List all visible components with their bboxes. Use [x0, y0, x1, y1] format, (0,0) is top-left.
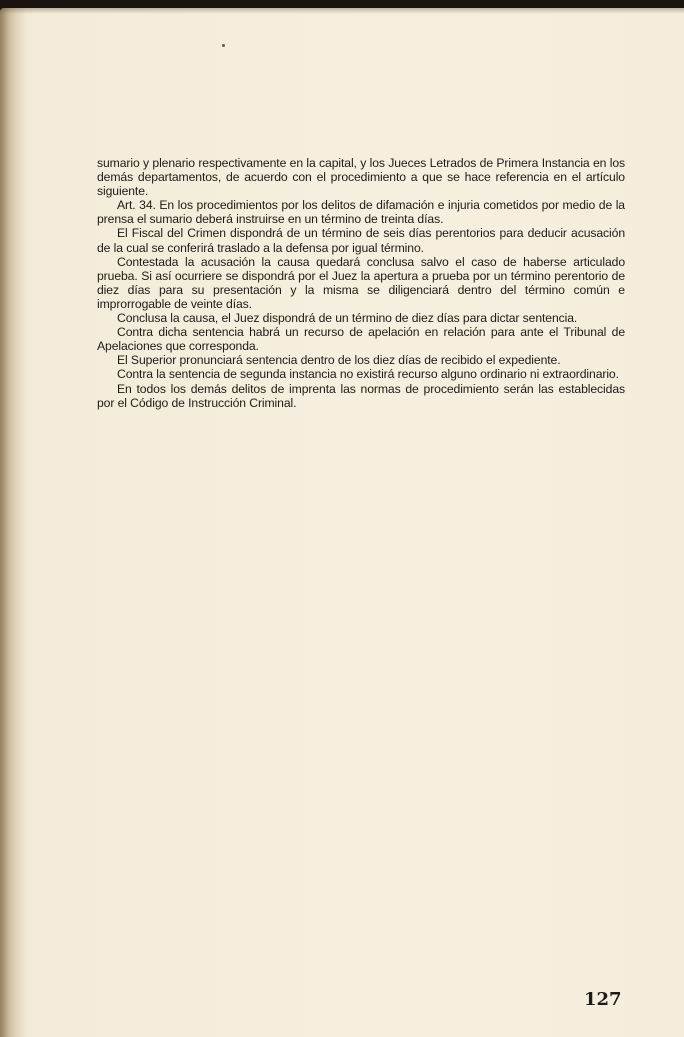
paragraph-contestada: Contestada la acusación la causa quedará conclusa salvo el caso de haberse articulado prueba. Si así ocurriere se dispondrá por el Juez la apertura a prueba por un término perentorio de diez días para su presentación y la misma se diligenciará dentro del término común e improrrogable de veinte días.	[97, 254, 625, 311]
paragraph-article-34: Art. 34. En los procedimientos por los delitos de difamación e injuria cometidos por medio de la prensa el sumario deberá instruirse en un término de treinta días.	[97, 198, 625, 227]
paragraph-continuation: sumario y plenario respectivamente en la capital, y los Jueces Letrados de Primera Instancia en los demás departamentos, de acuerdo con el procedimiento a que se hace referencia en el artículo siguiente.	[97, 156, 625, 199]
body-text	[97, 156, 625, 410]
paragraph-apelacion: Contra dicha sentencia habrá un recurso de apelación en relación para ante el Tribunal de Apelaciones que corresponda.	[97, 325, 625, 354]
paragraph-superior: El Superior pronunciará sentencia dentro de los diez días de recibido el expediente.	[117, 353, 561, 368]
binding-gutter-shadow	[0, 8, 26, 1037]
page-number: 127	[584, 989, 622, 1010]
paragraph-demas-delitos: En todos los demás delitos de imprenta las normas de procedimiento serán las establecidas por el Código de Instrucción Criminal.	[97, 381, 625, 410]
paragraph-fiscal: El Fiscal del Crimen dispondrá de un término de seis días perentorios para deducir acusación de la cual se conferirá traslado a la defensa por igual término.	[97, 226, 625, 255]
page-top-edge	[0, 8, 684, 14]
book-page	[0, 8, 684, 1037]
paper-speck	[222, 44, 225, 47]
paragraph-segunda-instancia: Contra la sentencia de segunda instancia no existirá recurso alguno ordinario ni extraordinario.	[117, 367, 619, 382]
paragraph-conclusa: Conclusa la causa, el Juez dispondrá de un término de diez días para dictar sentencia.	[117, 311, 578, 326]
